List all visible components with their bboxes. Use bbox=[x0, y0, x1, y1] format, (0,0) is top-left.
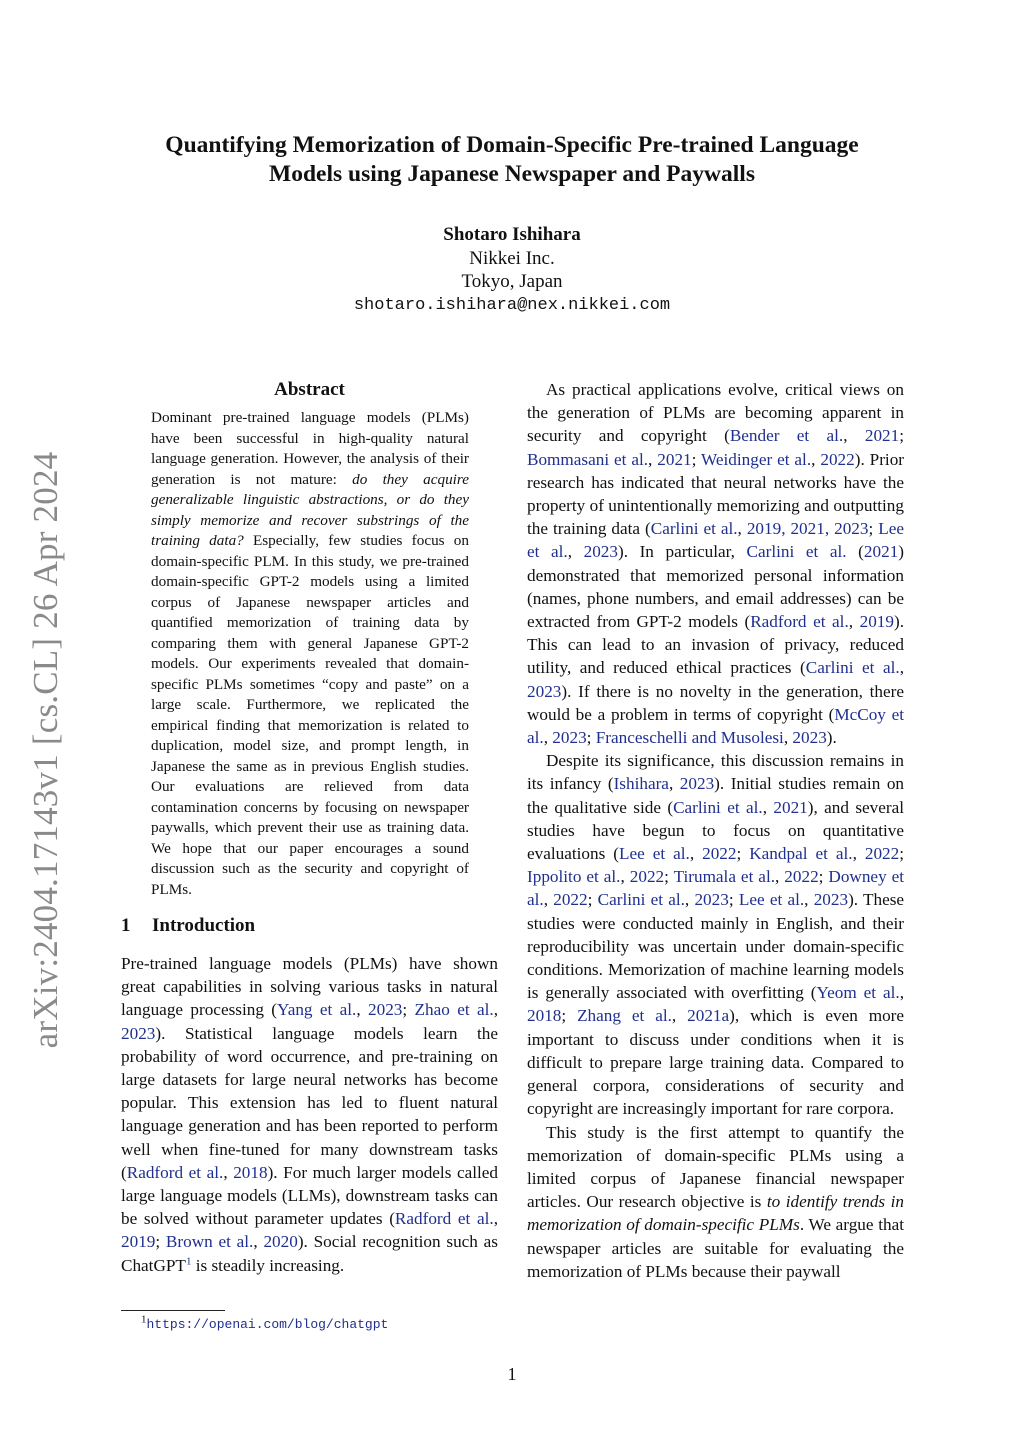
text-run: ). This can lead to an invasion of privacy, reduced utility, and reduced ethical practices ( bbox=[527, 612, 905, 678]
text-run: ; bbox=[736, 844, 750, 864]
citation-link[interactable]: Yeom et al. bbox=[816, 983, 900, 1003]
citation-link[interactable]: Zhang et al. bbox=[577, 1006, 672, 1026]
section-number: 1 bbox=[121, 915, 131, 936]
text-run: , bbox=[762, 797, 774, 817]
right-column bbox=[527, 378, 904, 1283]
citation-link[interactable]: Carlini et al. bbox=[673, 797, 763, 817]
citation-link[interactable]: 2023 bbox=[121, 1023, 156, 1043]
citation-link[interactable]: Weidinger et al. bbox=[701, 449, 812, 469]
paper-title bbox=[0, 131, 1024, 189]
text-run: , bbox=[737, 519, 747, 539]
citation-link[interactable]: Radford et al. bbox=[750, 612, 849, 632]
text-run: ; bbox=[561, 1006, 578, 1026]
intro-paragraph-2 bbox=[527, 378, 904, 749]
citation-link[interactable]: 2022 bbox=[553, 890, 588, 910]
text-run: , bbox=[567, 542, 584, 562]
text-run: , bbox=[253, 1232, 264, 1252]
citation-link[interactable]: Lee et al. bbox=[738, 890, 805, 910]
citation-link[interactable]: 2022 bbox=[784, 867, 819, 887]
citation-link[interactable]: Tirumala et al. bbox=[673, 867, 776, 887]
citation-link[interactable]: 2019 bbox=[859, 612, 894, 632]
abstract-part-1: Dominant pre-trained language models (PLMs) have been successful in high-quality natural language generation. However, the analysis of their generation is not mature: bbox=[151, 409, 469, 488]
citation-link[interactable]: 2023 bbox=[679, 774, 715, 794]
text-run: ). If there is no novelty in the generation, there would be a problem in terms of copyright ( bbox=[527, 681, 904, 724]
text-run: ). These studies were conducted mainly in English, and their reproducibility was uncertain under domain-specific conditions. Memorization of machine learning models is generally associated with overfitting ( bbox=[527, 890, 905, 1003]
citation-link[interactable]: 2021 bbox=[863, 542, 899, 562]
text-run: ; bbox=[586, 728, 596, 748]
title-line-2: Models using Japanese Newspaper and Paywalls bbox=[269, 161, 755, 187]
text-run: ). Initial studies remain on the qualitative side ( bbox=[527, 774, 905, 817]
text-run: ; bbox=[899, 844, 904, 864]
citation-link[interactable]: McCoy et al. bbox=[527, 704, 904, 748]
citation-link[interactable]: 2023 bbox=[694, 890, 729, 910]
citation-link[interactable]: 2018 bbox=[527, 1006, 562, 1026]
citation-link[interactable]: Carlini et al. bbox=[805, 658, 900, 678]
text-run: ), and several studies have begun to focus on quantitative evaluations ( bbox=[527, 797, 905, 864]
text-run: Pre-trained language models (PLMs) have shown great capabilities in solving various tasks in natural language processing ( bbox=[121, 954, 498, 1020]
intro-paragraph-3 bbox=[527, 749, 904, 1120]
text-run: ; bbox=[728, 890, 739, 910]
citation-link[interactable]: Radford et al. bbox=[126, 1162, 224, 1182]
text-run: ), which is even more important to discuss under conditions when it is difficult to prepare large training data. Compared to general corpora, considerations of security and copyright are increasingly important for rare corpora. bbox=[527, 1006, 905, 1119]
citation-link[interactable]: Lee et al. bbox=[618, 844, 690, 864]
citation-link[interactable]: Brown et al. bbox=[165, 1232, 254, 1252]
page-number: 1 bbox=[507, 1364, 517, 1384]
text-run: ; bbox=[899, 426, 904, 446]
intro-paragraph-4 bbox=[527, 1121, 904, 1283]
citation-link[interactable]: 2021 bbox=[864, 426, 900, 446]
citation-link[interactable]: Bender et al. bbox=[729, 426, 844, 446]
text-run: ; bbox=[664, 867, 674, 887]
footnote-divider bbox=[121, 1310, 225, 1311]
citation-link[interactable]: Bommasani et al. bbox=[527, 449, 649, 469]
text-run: is steadily increasing. bbox=[191, 1255, 345, 1275]
text-run: , bbox=[899, 983, 904, 1003]
text-run: , bbox=[899, 658, 904, 678]
citation-link[interactable]: Yang et al. bbox=[277, 1000, 357, 1020]
section-heading-introduction bbox=[121, 914, 498, 938]
text-run: ). Prior research has indicated that neural networks have the property of unintentionally memorizing and outputting the training data ( bbox=[527, 449, 905, 539]
text-run: ). For much larger models called large language models (LLMs), downstream tasks can be solved without parameter updates ( bbox=[121, 1162, 498, 1229]
text-run: , bbox=[775, 867, 785, 887]
text-run: This study is the first attempt to quantify the memorization of domain-specific PLMs using a limited corpus of Japanese financial newspaper articles. Our research objective is bbox=[527, 1122, 904, 1212]
citation-link[interactable]: 2023 bbox=[552, 728, 587, 748]
text-run: , bbox=[356, 1000, 369, 1020]
text-run: . We argue that newspaper articles are suitable for evaluating the memorization of PLMs because their paywall bbox=[527, 1215, 904, 1281]
text-run: ; bbox=[868, 519, 879, 539]
left-column bbox=[121, 378, 498, 1277]
arxiv-id-text: arXiv:2404.17143v1 [cs.CL] 26 Apr 2024 bbox=[26, 451, 65, 1049]
author-name: Shotaro Ishihara bbox=[443, 224, 581, 245]
text-run: , bbox=[493, 1209, 498, 1229]
citation-link[interactable]: Downey et al. bbox=[527, 867, 905, 910]
citation-link[interactable]: 2021 bbox=[773, 797, 808, 817]
text-run: , bbox=[852, 844, 865, 864]
text-run: ; bbox=[818, 867, 829, 887]
text-run: , bbox=[848, 612, 860, 632]
text-run: , bbox=[668, 774, 680, 794]
citation-link[interactable]: Carlini et al. bbox=[650, 519, 738, 539]
section-title: Introduction bbox=[152, 915, 256, 936]
text-run: , bbox=[671, 1006, 688, 1026]
text-run: , bbox=[843, 426, 865, 446]
text-run: , bbox=[804, 890, 814, 910]
footnote-url-link[interactable]: https://openai.com/blog/chatgpt bbox=[146, 1317, 389, 1332]
citation-link[interactable]: Zhao et al. bbox=[414, 1000, 494, 1020]
text-run: ). Statistical language models learn the probability of word occurrence, and pre-training on large datasets for large neural networks has become popular. This extension has led to fluent natural language generation and has been reported to perform well when fine-tuned for many downstream tasks ( bbox=[121, 1023, 498, 1182]
abstract-part-2: Especially, few studies focus on domain-specific PLM. In this study, we pre-trained domain-specific GPT-2 models using a limited corpus of Japanese newspaper articles and quantified memorization of training data by comparing them with general Japanese GPT-2 models. Our experiments revealed that domain-specific PLMs sometimes “copy and paste” on a large scale. Furthermore, we replicated the empirical finding that memorization is related to duplication, model size, and prompt length, in Japanese the same as in previous English studies. Our evaluations are relieved from data contamination concerns by focusing on newspaper paywalls, which prevent their use as training data. We hope that our paper encourages a sound discussion such as the security and copyright of PLMs. bbox=[151, 532, 469, 898]
text-run: ). bbox=[826, 728, 837, 748]
text-run: , bbox=[783, 728, 793, 748]
footnote bbox=[141, 1313, 389, 1332]
text-run: ; bbox=[587, 890, 598, 910]
arxiv-side-identifier bbox=[28, 450, 64, 1050]
citation-link[interactable]: 2021 bbox=[657, 449, 692, 469]
text-run: , bbox=[620, 867, 630, 887]
citation-link[interactable]: 2022 bbox=[864, 844, 900, 864]
citation-link[interactable]: Ishihara bbox=[613, 774, 669, 794]
citation-link[interactable]: 2019 bbox=[121, 1232, 156, 1252]
citation-link[interactable]: 2020 bbox=[263, 1232, 298, 1252]
author-location: Tokyo, Japan bbox=[461, 271, 563, 292]
citation-link[interactable]: Carlini et al. bbox=[597, 890, 685, 910]
text-run: , bbox=[648, 449, 658, 469]
author-email[interactable]: shotaro.ishihara@nex.nikkei.com bbox=[353, 295, 671, 315]
citation-link[interactable]: Radford et al. bbox=[394, 1209, 494, 1229]
text-run: ; bbox=[402, 1000, 415, 1020]
citation-link[interactable]: 2022 bbox=[820, 449, 855, 469]
citation-link[interactable]: 2021a bbox=[687, 1006, 730, 1026]
text-run: ; bbox=[691, 449, 702, 469]
citation-link[interactable]: Kandpal et al. bbox=[749, 844, 853, 864]
text-run: ). Social recognition such as ChatGPT bbox=[121, 1232, 498, 1275]
author-affiliation: Nikkei Inc. bbox=[469, 247, 555, 269]
citation-link[interactable]: 2023 bbox=[368, 1000, 403, 1020]
title-line-1: Quantifying Memorization of Domain-Specific Pre-trained Language bbox=[165, 132, 859, 158]
text-run: , bbox=[543, 890, 554, 910]
citation-link[interactable]: 2022 bbox=[702, 844, 737, 864]
text-run: , bbox=[684, 890, 695, 910]
text-run: , bbox=[543, 728, 553, 748]
research-objective-emphasis: to identify trends in memorization of domain-specific PLMs bbox=[527, 1192, 904, 1235]
text-run: ). In particular, bbox=[617, 542, 747, 562]
text-run: ) demonstrated that memorized personal information (names, phone numbers, and email addresses) can be extracted from GPT-2 models ( bbox=[527, 542, 905, 632]
abstract-question: do they acquire generalizable linguistic abstractions, or do they simply memorize and recover substrings of the training data? bbox=[151, 470, 469, 549]
footnote-number: 1 bbox=[141, 1313, 147, 1326]
text-run: , bbox=[223, 1162, 234, 1182]
citation-link[interactable]: 2022 bbox=[629, 867, 665, 887]
citation-link[interactable]: 2018 bbox=[233, 1162, 268, 1182]
citation-link[interactable]: Carlini et al. bbox=[746, 542, 847, 562]
text-run: ( bbox=[846, 542, 864, 562]
abstract-text bbox=[121, 408, 498, 900]
citation-link[interactable]: Franceschelli and Musolesi bbox=[595, 728, 784, 748]
abstract-heading: Abstract bbox=[274, 379, 345, 400]
citation-link[interactable]: 2023 bbox=[792, 728, 827, 748]
text-run: , bbox=[493, 1000, 498, 1020]
text-run: , bbox=[811, 449, 821, 469]
citation-link[interactable]: 2023 bbox=[527, 681, 562, 701]
citation-link[interactable]: 2023 bbox=[813, 890, 849, 910]
text-run: , bbox=[689, 844, 703, 864]
citation-link[interactable]: Ippolito et al. bbox=[527, 867, 621, 887]
footnote-marker[interactable]: 1 bbox=[185, 1254, 192, 1267]
citation-link[interactable]: Lee et al. bbox=[527, 519, 905, 562]
text-run: Despite its significance, this discussion remains in its infancy ( bbox=[527, 751, 904, 794]
intro-paragraph-1 bbox=[121, 952, 498, 1277]
text-run: ; bbox=[155, 1232, 166, 1252]
text-run: As practical applications evolve, critical views on the generation of PLMs are becoming apparent in security and copyright ( bbox=[527, 380, 904, 446]
citation-link[interactable]: 2019, 2021, 2023 bbox=[746, 519, 869, 539]
citation-link[interactable]: 2023 bbox=[583, 542, 618, 562]
author-block bbox=[0, 223, 1024, 317]
